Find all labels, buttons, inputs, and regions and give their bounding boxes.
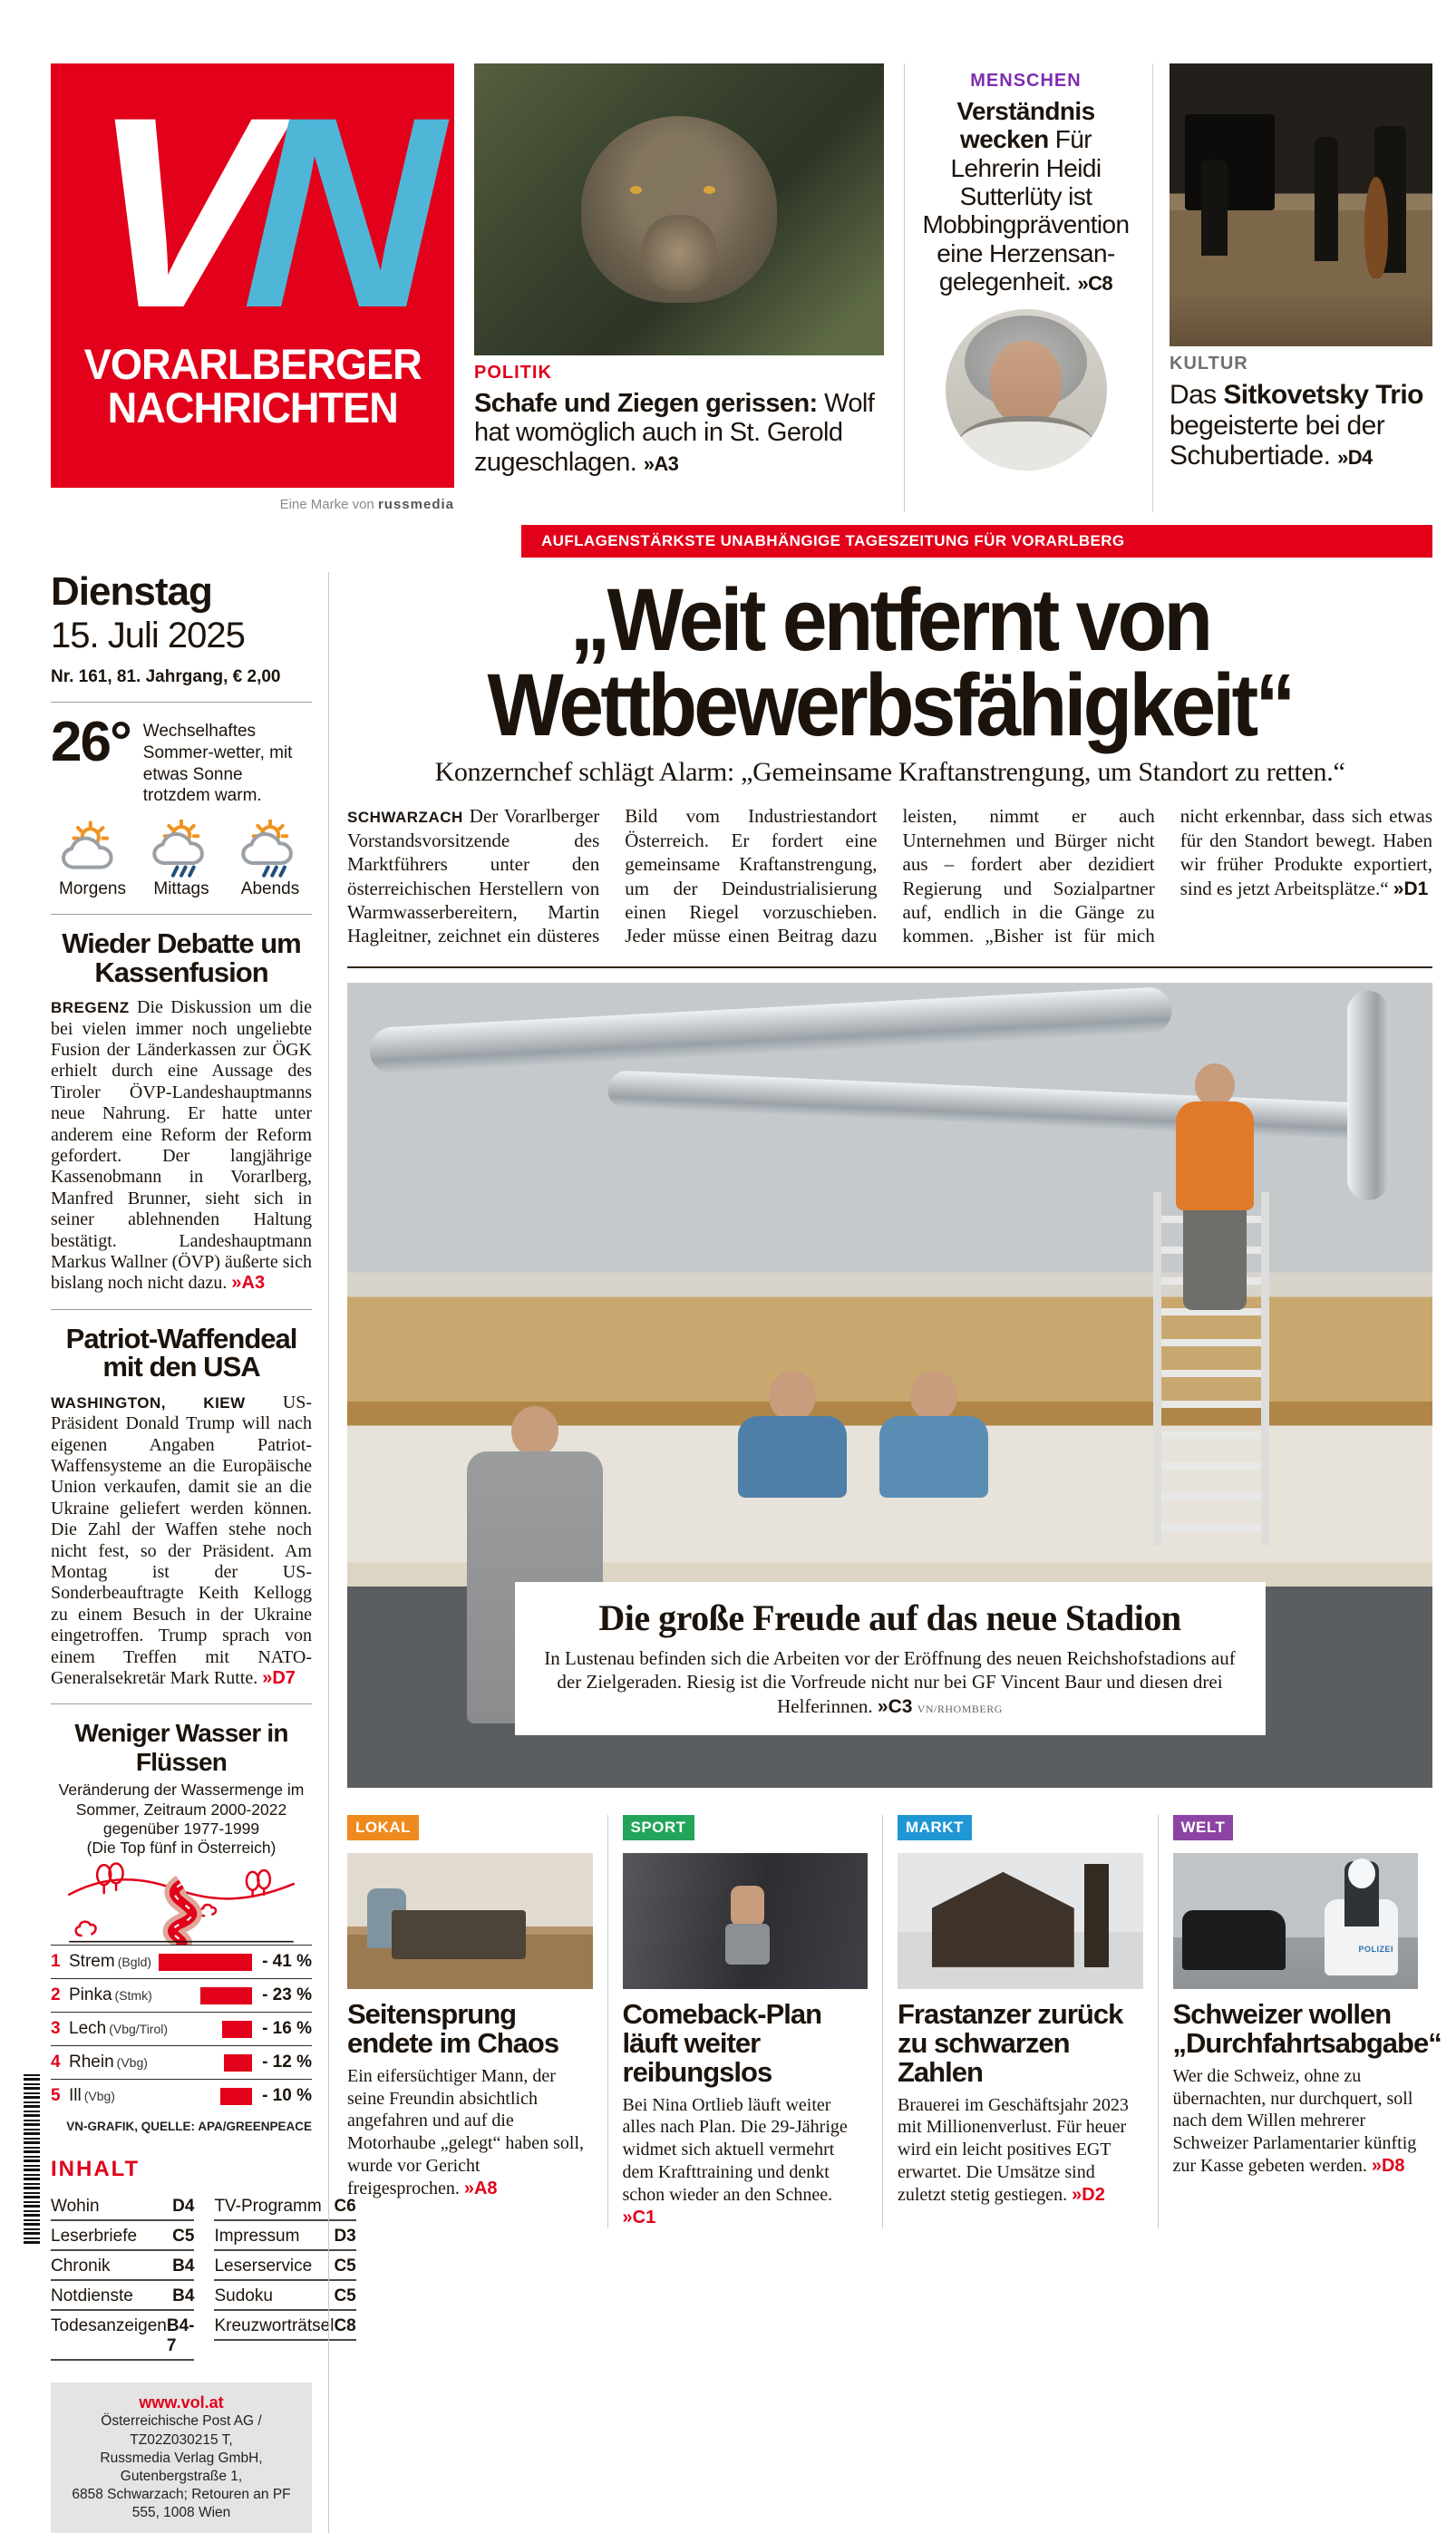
index-label: Chronik bbox=[51, 2256, 111, 2276]
index-label: Kreuzworträtsel bbox=[214, 2316, 335, 2336]
newspaper-logo bbox=[51, 60, 454, 512]
person-head bbox=[1195, 1063, 1235, 1107]
ceiling-duct-shape bbox=[607, 1071, 1390, 1143]
index-row bbox=[51, 2221, 194, 2251]
lead-story bbox=[328, 570, 1441, 2533]
subheadline: Konzernchef schlägt Alarm: „Gemeinsame Kraftanstrengung, um Standort zu retten.“ bbox=[434, 757, 1345, 788]
chart-subtitle: Veränderung der Wassermenge im Sommer, Zeitraum 2000-2022 gegenüber 1977-1999 bbox=[58, 1781, 305, 1839]
person-torso bbox=[879, 1416, 988, 1498]
stadium-photo bbox=[347, 983, 1432, 1788]
teaser-title: Comeback-Plan läuft weiter reibungslos bbox=[622, 1997, 822, 2088]
person-torso bbox=[1176, 1102, 1254, 1210]
claim-banner: AUFLAGENSTÄRKSTE UNABHÄNGIGE TAGESZEITUNG FÜR VORARLBERG bbox=[521, 525, 1432, 558]
bar-value: - 12 % bbox=[262, 2053, 312, 2072]
building-shape bbox=[932, 1872, 1074, 1967]
index-page: B4 bbox=[172, 2256, 195, 2276]
courtroom-photo bbox=[347, 1853, 593, 1989]
index-label: TV-Programm bbox=[214, 2197, 322, 2217]
temperature: 26° bbox=[51, 711, 131, 773]
teaser-menschen-rest: Für Lehrerin Heidi Sutterlüty ist Mobbingprävention eine Herzensan-gelegenheit. bbox=[922, 125, 1130, 296]
page-ref: »A3 bbox=[643, 451, 679, 475]
chart-row bbox=[51, 1945, 312, 1978]
musician-shape bbox=[1201, 160, 1228, 256]
vol-at-link[interactable]: www.vol.at bbox=[139, 2393, 224, 2412]
sun-cloud-icon bbox=[59, 820, 126, 878]
vn-logo-box bbox=[51, 60, 454, 488]
piano-shape bbox=[1185, 114, 1275, 210]
inhalt-title: INHALT bbox=[51, 2157, 141, 2182]
divider bbox=[51, 702, 312, 703]
weekday: Dienstag bbox=[51, 569, 212, 614]
chart-source: VN-GRAFIK, QUELLE: APA/GREENPEACE bbox=[66, 2120, 312, 2134]
concert-photo bbox=[1170, 63, 1432, 346]
caption-text: In Lustenau befinden sich die Arbeiten vor der Eröffnung des neuen Reichshofstadions auf der Zielgeraden. Riesig ist die Vorfreude nicht nur bei GF Vincent Baur und diesen drei Helferinnen. bbox=[544, 1647, 1236, 1717]
caption-body bbox=[539, 1646, 1242, 1719]
weather-time-label: Mittags bbox=[153, 879, 209, 898]
helmet-shape bbox=[1348, 1859, 1375, 1888]
teaser-politik-headline bbox=[474, 389, 884, 477]
river-name: Pinka bbox=[69, 1985, 112, 2005]
article-title: Patriot-Waffendeal mit den USA bbox=[65, 1322, 297, 1383]
imprint-box bbox=[51, 2383, 312, 2533]
bar-value: - 16 % bbox=[262, 2019, 312, 2039]
headline-line-2: Wettbewerbsfähigkeit“ bbox=[487, 655, 1293, 755]
person-head bbox=[769, 1371, 816, 1422]
tower-shape bbox=[1084, 1864, 1109, 1967]
divider bbox=[51, 1309, 312, 1310]
teaser-text: Wer die Schweiz, ohne zu übernachten, nur durchquert, soll nach dem Willen mehrerer Schweizer Parlamentarier künftig zur Kasse gebeten werden. bbox=[1172, 2065, 1417, 2176]
teaser-kultur bbox=[1152, 63, 1432, 512]
lead-text: Der Vorarlberger Vorstandsvorsitzende des Marktführers unter den österreichischen Herstellern von Warmwasserbereitern, Martin Hagleitner, zeichnet ein düsteres Bild vom Industriestandort Österreich. Er fordert eine gemeinsame Kraftanstrengung, um der Deindustrialisierung einen Riegel vorzuschieben. Jeder müsse einen Beitrag dazu leisten, nimmt er auch Unternehmen und Bürger nicht aus – fordert aber dezidiert Regierung und Sozialpartner auf, endlich in die Gänge zu kommen. „Bisher ist für mich nicht erkennbar, dass sich etwas für den Standort bewegt. Haben wir früher Produkte exportiert, sind es jetzt Arbeitsplätze.“ bbox=[347, 805, 1432, 947]
river-region: (Bgld) bbox=[117, 1955, 152, 1970]
chart-row bbox=[51, 1978, 312, 2012]
weather-evening bbox=[230, 820, 310, 899]
ean-barcode bbox=[4, 2069, 40, 2259]
divider bbox=[51, 914, 312, 915]
imprint-line: Russmedia Verlag GmbH, Gutenbergstraße 1, bbox=[100, 2450, 263, 2484]
weather-time-label: Abends bbox=[240, 879, 300, 898]
rank: 2 bbox=[51, 1985, 61, 2005]
imprint-line: Österreichische Post AG / TZ02Z030215 T, bbox=[101, 2413, 262, 2448]
masthead bbox=[0, 0, 1456, 512]
index-page: C5 bbox=[172, 2227, 195, 2247]
river-name: Ill bbox=[69, 2086, 82, 2106]
bar-value: - 10 % bbox=[262, 2086, 312, 2106]
page-ref: »C1 bbox=[622, 2207, 656, 2227]
teaser-kultur-bold: Sitkovetsky Trio bbox=[1223, 380, 1423, 410]
wolf-photo bbox=[474, 63, 884, 355]
index-label: Wohin bbox=[51, 2197, 100, 2217]
page-ref: »C3 bbox=[877, 1695, 913, 1717]
police-photo bbox=[1173, 1853, 1419, 1989]
rail-article-kassenfusion bbox=[51, 929, 312, 1295]
teaser-menschen bbox=[904, 63, 1132, 512]
dateline: BREGENZ bbox=[51, 999, 130, 1017]
teaser-body bbox=[623, 2094, 869, 2229]
weather-noon bbox=[141, 820, 221, 899]
caption-headline: Die große Freude auf das neue Stadion bbox=[598, 1597, 1181, 1639]
left-rail bbox=[51, 569, 356, 2533]
main-area bbox=[0, 558, 1456, 2533]
index-row bbox=[51, 2191, 194, 2221]
weather-time-label: Morgens bbox=[59, 879, 126, 898]
article-title: Wieder Debatte um Kassenfusion bbox=[62, 927, 301, 988]
divider bbox=[347, 966, 1432, 968]
water-chart bbox=[51, 1719, 312, 2133]
index-page: B4-7 bbox=[166, 2316, 195, 2356]
portrait-face-shape bbox=[990, 341, 1061, 425]
teaser-title: Schweizer wollen „Durchfahrtsabgabe“ bbox=[1172, 1997, 1441, 2059]
index-label: Leserbriefe bbox=[51, 2227, 138, 2247]
photo-caption-box bbox=[515, 1582, 1266, 1735]
weather-summary: Wechselhaftes Sommer-wetter, mit etwas Sonne trotzdem warm. bbox=[142, 722, 293, 806]
river-region: (Vbg) bbox=[116, 2055, 148, 2071]
athlete-legs-shape bbox=[725, 1924, 770, 1965]
bottom-teasers bbox=[347, 1815, 1441, 2229]
page-ref: »D1 bbox=[1393, 878, 1429, 899]
river-region: (Stmk) bbox=[114, 1988, 152, 2004]
athlete-shape bbox=[731, 1886, 765, 1926]
index-page: D3 bbox=[334, 2227, 356, 2247]
dateline: SCHWARZACH bbox=[347, 809, 463, 827]
cello-shape bbox=[1364, 177, 1388, 278]
chart-bar bbox=[159, 1954, 252, 1971]
ceiling-duct-shape bbox=[368, 985, 1172, 1074]
weather-morning bbox=[53, 820, 132, 899]
section-label-menschen: MENSCHEN bbox=[970, 71, 1082, 91]
chart-row bbox=[51, 2045, 312, 2079]
issue-number: Nr. 161, 81. Jahrgang, € 2,00 bbox=[51, 667, 281, 686]
teaser-body bbox=[1173, 2065, 1419, 2178]
river-name: Strem bbox=[69, 1952, 115, 1972]
logo-wordmark bbox=[83, 340, 422, 432]
person-head bbox=[511, 1406, 558, 1457]
teaser-politik-rest: Wolf hat womöglich auch in St. Gerold zugeschlagen. bbox=[474, 389, 875, 477]
helper-at-counter bbox=[879, 1371, 988, 1498]
article-text: Die Diskussion um die bei vielen immer noch ungeliebte Fusion der Länderkassen zur ÖGK erhielt durch eine Aussage des Tiroler ÖVP-Landeshauptmanns neue Nahrung. Er hatte unter anderem eine Reform der Reform gefordert. Der langjährige Kassenobmann in Vorarlberg, Manfred Brunner, sieht sich in seiner ablehnenden Haltung bestätigt. Landeshauptmann Markus Wallner (ÖVP) äußerte sich bislang noch nicht dazu. bbox=[51, 997, 312, 1294]
sun-cloud-rain-icon bbox=[237, 820, 304, 878]
rail-article-patriot bbox=[51, 1322, 312, 1690]
issue-date: 15. Juli 2025 bbox=[51, 616, 245, 655]
brewery-photo bbox=[898, 1853, 1143, 1989]
inhalt-index bbox=[51, 2157, 356, 2361]
rank: 4 bbox=[51, 2053, 61, 2072]
river-illustration bbox=[51, 1861, 312, 1945]
section-label-kultur: KULTUR bbox=[1170, 354, 1248, 374]
teaser-welt bbox=[1158, 1815, 1441, 2229]
teaser-politik bbox=[474, 63, 884, 512]
portrait-shirt-shape bbox=[958, 416, 1094, 470]
person-torso bbox=[738, 1416, 847, 1498]
index-label: Notdienste bbox=[51, 2286, 133, 2306]
page-ref: »D4 bbox=[1337, 446, 1373, 470]
teaser-kultur-headline bbox=[1170, 380, 1432, 471]
logo-letter-v: V bbox=[83, 60, 251, 364]
river-region: (Vbg) bbox=[83, 2089, 115, 2104]
index-page: C8 bbox=[334, 2316, 356, 2336]
logo-letter-n: N bbox=[239, 60, 422, 364]
teaser-body bbox=[898, 2094, 1143, 2207]
bar-value: - 41 % bbox=[262, 1952, 312, 1972]
wolf-eye-left bbox=[630, 186, 642, 194]
index-page: C5 bbox=[334, 2286, 356, 2306]
teaser-markt bbox=[882, 1815, 1158, 2229]
brand-name: russmedia bbox=[377, 497, 454, 512]
page-ref: »D8 bbox=[1371, 2155, 1405, 2176]
person-legs bbox=[1183, 1210, 1247, 1310]
section-badge: LOKAL bbox=[347, 1815, 419, 1840]
index-label: Leserservice bbox=[214, 2256, 313, 2276]
chart-note: (Die Top fünf in Österreich) bbox=[86, 1839, 277, 1858]
photo-credit: VN/RHOMBERG bbox=[917, 1702, 1003, 1715]
page-ref: »C8 bbox=[1077, 272, 1113, 296]
chart-title: Weniger Wasser in Flüssen bbox=[74, 1719, 288, 1777]
helper-at-counter bbox=[738, 1371, 847, 1498]
chart-row bbox=[51, 2079, 312, 2112]
index-label: Todesanzeigen bbox=[51, 2316, 167, 2336]
river-region: (Vbg/Tirol) bbox=[109, 2022, 169, 2037]
desk-shape bbox=[392, 1910, 527, 1959]
main-headline bbox=[347, 570, 1432, 755]
brand-prefix: Eine Marke von bbox=[279, 497, 374, 512]
barcode-stripes bbox=[24, 2074, 40, 2247]
teaser-text: Bei Nina Ortlieb läuft weiter alles nach Plan. Die 29-Jährige widmet sich aktuell vermehrt dem Krafttraining und denkt schon wieder an den Schnee. bbox=[622, 2094, 848, 2205]
index-label: Impressum bbox=[214, 2227, 300, 2247]
sun-cloud-rain-icon bbox=[148, 820, 215, 878]
imprint-line: 6858 Schwarzach; Retouren an PF 555, 1008 Wien bbox=[72, 2486, 291, 2521]
teaser-kultur-rest: begeisterte bei der Schubertiade. bbox=[1170, 410, 1385, 471]
page-ref: »D2 bbox=[1072, 2184, 1105, 2205]
helper-on-ladder bbox=[1176, 1063, 1254, 1310]
gym-photo bbox=[623, 1853, 869, 1989]
person-head bbox=[910, 1371, 957, 1422]
logo-word-2: NACHRICHTEN bbox=[107, 383, 398, 432]
section-badge: SPORT bbox=[623, 1815, 694, 1840]
teaser-title: Frastanzer zurück zu schwarzen Zahlen bbox=[898, 1997, 1123, 2088]
logo-word-1: VORARLBERGER bbox=[83, 340, 422, 388]
wolf-muzzle-shape bbox=[642, 215, 715, 291]
index-row bbox=[51, 2281, 194, 2311]
weather-box bbox=[51, 711, 312, 899]
section-label-politik: POLITIK bbox=[474, 363, 552, 383]
teaser-menschen-bold: Verständnis wecken bbox=[956, 97, 1095, 154]
inhalt-left-col bbox=[51, 2191, 194, 2361]
river-name: Rhein bbox=[69, 2053, 114, 2072]
index-page: B4 bbox=[172, 2286, 195, 2306]
chart-bar bbox=[222, 2021, 252, 2038]
divider bbox=[51, 1703, 312, 1704]
river-name: Lech bbox=[69, 2019, 107, 2039]
index-page: D4 bbox=[172, 2197, 195, 2217]
teaser-lokal bbox=[347, 1815, 607, 2229]
polizei-label: POLIZEI bbox=[1358, 1944, 1393, 1954]
brand-line bbox=[51, 497, 454, 512]
portrait-photo bbox=[946, 309, 1107, 471]
page-ref: »A3 bbox=[231, 1273, 266, 1294]
teaser-text: Brauerei im Geschäftsjahr 2023 mit Millionenverlust. Für heuer wird ein leicht positives EGT erwartet. Die Umsätze sind zuletzt stetig gestiegen. bbox=[898, 2094, 1129, 2205]
rank: 3 bbox=[51, 2019, 61, 2039]
teaser-politik-bold: Schafe und Ziegen gerissen: bbox=[474, 389, 818, 418]
article-body bbox=[51, 1393, 312, 1689]
chart-row bbox=[51, 2012, 312, 2045]
article-text: US-Präsident Donald Trump will nach eigenen Angaben Patriot-Waffensysteme an die Europäische Union verkaufen, damit sie an die Ukraine geliefert werden können. Die Zahl der Waffen stehe noch nicht fest, so der Präsident. Am Montag ist der US-Sonderbeauftragte Keith Kellogg zu einem Besuch in der Ukraine eingetroffen. Trump sprach von einem Treffen mit NATO-Generalsekretär Mark Rutte. bbox=[51, 1392, 312, 1688]
index-label: Sudoku bbox=[214, 2286, 273, 2306]
index-row bbox=[51, 2311, 194, 2361]
headline-line-1: „Weit entfernt von bbox=[569, 570, 1210, 669]
index-page: C6 bbox=[334, 2197, 356, 2217]
teaser-menschen-headline bbox=[919, 97, 1132, 296]
ceiling-duct-shape bbox=[1347, 991, 1389, 1200]
teaser-kultur-pre: Das bbox=[1170, 380, 1217, 410]
dateline: WASHINGTON, KIEW bbox=[51, 1393, 246, 1412]
page-ref: »A8 bbox=[463, 2178, 498, 2198]
index-page: C5 bbox=[334, 2256, 356, 2276]
chart-bar bbox=[220, 2088, 252, 2105]
lead-body bbox=[347, 804, 1432, 948]
car-shape bbox=[1182, 1910, 1286, 1970]
bar-value: - 23 % bbox=[262, 1985, 312, 2005]
article-body bbox=[51, 997, 312, 1294]
chart-bar bbox=[200, 1987, 252, 2004]
teaser-title: Seitensprung endete im Chaos bbox=[347, 1997, 559, 2059]
section-badge: MARKT bbox=[898, 1815, 972, 1840]
rank: 5 bbox=[51, 2086, 61, 2106]
page-ref: »D7 bbox=[262, 1667, 296, 1688]
chart-bar bbox=[224, 2054, 252, 2072]
teaser-sport bbox=[607, 1815, 883, 2229]
musician-shape bbox=[1315, 137, 1338, 261]
rank: 1 bbox=[51, 1952, 61, 1972]
section-badge: WELT bbox=[1173, 1815, 1234, 1840]
teaser-text: Ein eifersüchtiger Mann, der seine Freundin absichtlich angefahren und auf die Motorhaube „gelegt“ haben soll, wurde vor Gericht freigesprochen. bbox=[347, 2065, 585, 2198]
weather-icons-row bbox=[51, 820, 312, 899]
teaser-body bbox=[347, 2065, 593, 2200]
